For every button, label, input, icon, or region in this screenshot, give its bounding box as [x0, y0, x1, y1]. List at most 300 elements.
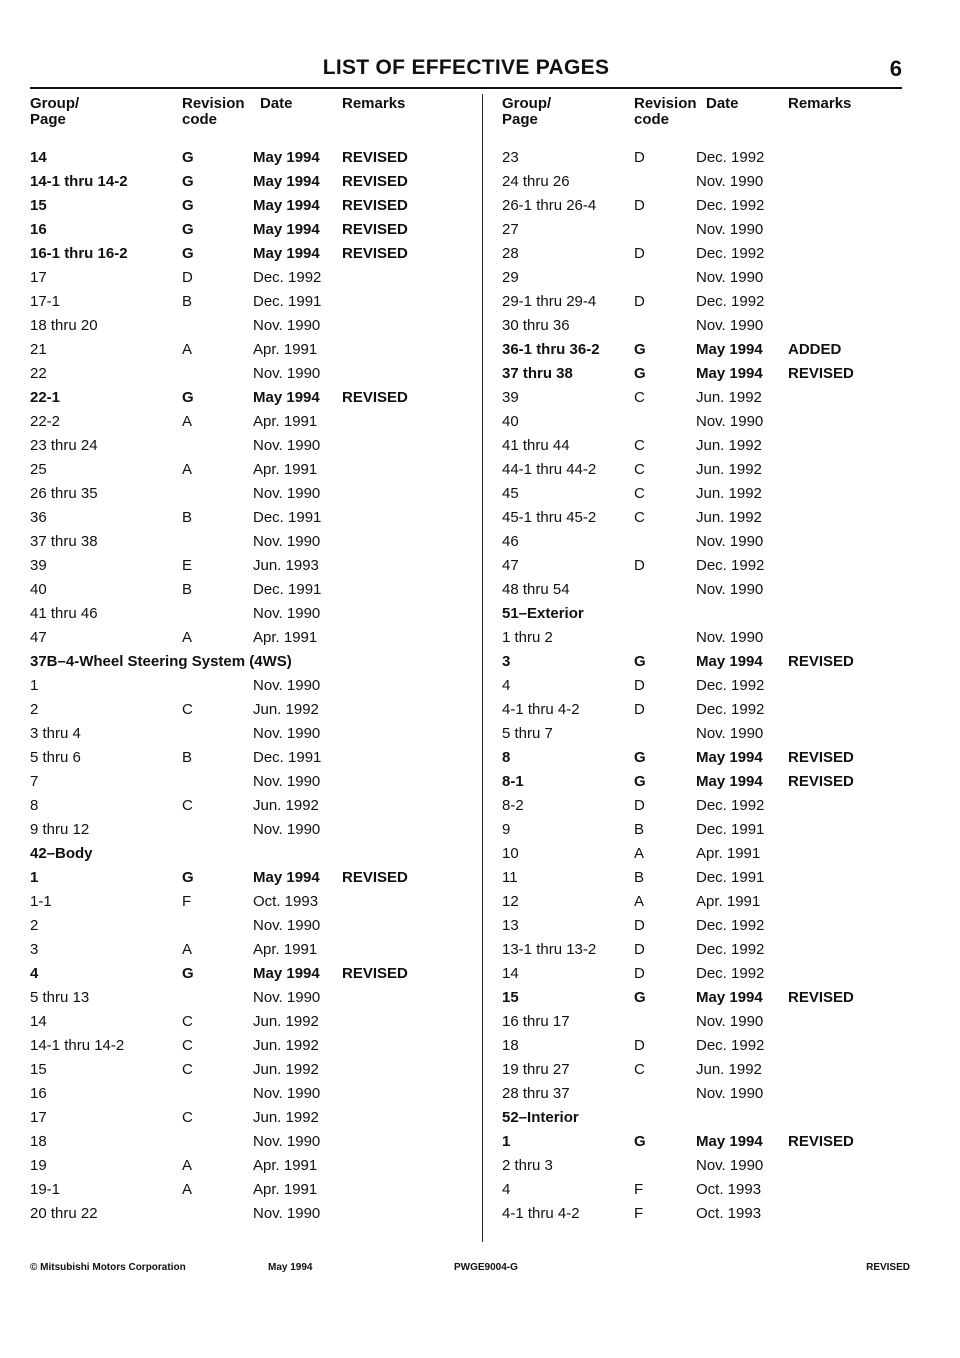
- revision-code: G: [182, 245, 194, 262]
- revision-date: Oct. 1993: [696, 1205, 762, 1222]
- revision-date: Apr. 1991: [696, 893, 761, 910]
- revision-code: D: [634, 917, 645, 934]
- group-page: 9 thru 12: [30, 821, 90, 838]
- group-page: 37B–4-Wheel Steering System (4WS): [30, 653, 292, 670]
- revision-date: May 1994: [253, 869, 320, 886]
- group-page: 16-1 thru 16-2: [30, 245, 128, 262]
- remarks: REVISED: [342, 221, 408, 238]
- group-page: 8: [30, 797, 39, 814]
- header-remarks: Remarks: [342, 95, 406, 112]
- table-row: [502, 1010, 942, 1034]
- table-row: [30, 482, 470, 506]
- remarks: REVISED: [342, 245, 408, 262]
- revision-date: May 1994: [696, 1133, 763, 1150]
- table-row: [502, 362, 942, 386]
- revision-date: Apr. 1991: [253, 413, 318, 430]
- revision-code: C: [634, 1061, 645, 1078]
- group-page: 48 thru 54: [502, 581, 570, 598]
- group-page: 14-1 thru 14-2: [30, 173, 128, 190]
- table-row: [502, 722, 942, 746]
- table-row: [502, 194, 942, 218]
- revision-code: D: [634, 941, 645, 958]
- left-rows: [30, 146, 470, 1226]
- page-title: LIST OF EFFECTIVE PAGES: [322, 56, 610, 79]
- group-page: 30 thru 36: [502, 317, 570, 334]
- revision-code: A: [634, 893, 645, 910]
- group-page: 9: [502, 821, 511, 838]
- group-page: 44-1 thru 44-2: [502, 461, 597, 478]
- revision-date: Nov. 1990: [696, 581, 764, 598]
- revision-date: Dec. 1992: [696, 149, 765, 166]
- remarks: REVISED: [342, 197, 408, 214]
- table-row: [30, 554, 470, 578]
- revision-code: C: [634, 485, 645, 502]
- group-page: 45-1 thru 45-2: [502, 509, 597, 526]
- table-row: [502, 1202, 942, 1226]
- group-page: 29-1 thru 29-4: [502, 293, 597, 310]
- table-row: [30, 818, 470, 842]
- revision-code: D: [634, 557, 645, 574]
- revision-date: Dec. 1992: [696, 701, 765, 718]
- revision-date: Dec. 1991: [253, 581, 322, 598]
- table-row: [502, 1154, 942, 1178]
- group-page: 18: [502, 1037, 519, 1054]
- revision-date: Dec. 1992: [696, 197, 765, 214]
- revision-date: Jun. 1992: [696, 485, 762, 502]
- header-group-page: Group/ Page: [502, 95, 552, 128]
- table-row: [30, 290, 470, 314]
- revision-date: May 1994: [696, 653, 763, 670]
- group-page: 14: [30, 1013, 47, 1030]
- table-row: [30, 362, 470, 386]
- group-page: 21: [30, 341, 47, 358]
- revision-code: F: [634, 1181, 644, 1198]
- group-page: 22-2: [30, 413, 61, 430]
- revision-date: Nov. 1990: [253, 1085, 321, 1102]
- revision-code: C: [182, 1037, 193, 1054]
- revision-date: Jun. 1992: [253, 701, 319, 718]
- table-row: [30, 338, 470, 362]
- column-header: [30, 96, 470, 136]
- revision-date: Dec. 1992: [696, 941, 765, 958]
- revision-code: A: [182, 413, 193, 430]
- table-row: [502, 290, 942, 314]
- revision-code: G: [634, 989, 646, 1006]
- page-number: 6: [889, 56, 902, 81]
- revision-date: Jun. 1993: [253, 557, 319, 574]
- table-row: [502, 1058, 942, 1082]
- group-page: 20 thru 22: [30, 1205, 98, 1222]
- revision-date: Nov. 1990: [696, 1157, 764, 1174]
- revision-code: G: [182, 221, 194, 238]
- right-column: [502, 95, 942, 1222]
- revision-code: A: [634, 845, 645, 862]
- group-page: 40: [502, 413, 519, 430]
- footer-copyright: © Mitsubishi Motors Corporation: [30, 1262, 186, 1273]
- group-page: 41 thru 46: [30, 605, 98, 622]
- table-row: [502, 482, 942, 506]
- group-page: 19-1: [30, 1181, 61, 1198]
- revision-date: Nov. 1990: [696, 533, 764, 550]
- revision-date: Apr. 1991: [253, 629, 318, 646]
- group-page: 23: [502, 149, 519, 166]
- revision-date: Nov. 1990: [696, 1085, 764, 1102]
- revision-date: Dec. 1991: [696, 821, 765, 838]
- revision-code: G: [182, 965, 194, 982]
- revision-date: May 1994: [253, 173, 320, 190]
- revision-date: Nov. 1990: [253, 437, 321, 454]
- table-row: [502, 842, 942, 866]
- table-row: [502, 506, 942, 530]
- group-page: 27: [502, 221, 519, 238]
- table-row: [30, 794, 470, 818]
- table-row: [30, 626, 470, 650]
- revision-date: Dec. 1992: [696, 557, 765, 574]
- group-page: 47: [30, 629, 47, 646]
- revision-date: Apr. 1991: [253, 341, 318, 358]
- group-page: 11: [502, 869, 518, 886]
- revision-code: C: [634, 437, 645, 454]
- table-row: [30, 434, 470, 458]
- revision-date: Nov. 1990: [696, 629, 764, 646]
- table-row: [502, 1130, 942, 1154]
- table-row: [502, 914, 942, 938]
- revision-date: Nov. 1990: [696, 269, 764, 286]
- footer-date: May 1994: [268, 1262, 313, 1273]
- table-row: [502, 338, 942, 362]
- revision-code: D: [634, 1037, 645, 1054]
- revision-date: Dec. 1991: [253, 509, 322, 526]
- revision-date: Jun. 1992: [696, 461, 762, 478]
- revision-code: C: [634, 389, 645, 406]
- table-row: [30, 1010, 470, 1034]
- table-row: [502, 698, 942, 722]
- page-footer: [30, 1262, 910, 1276]
- revision-code: G: [182, 173, 194, 190]
- revision-date: Jun. 1992: [696, 1061, 762, 1078]
- revision-code: D: [182, 269, 193, 286]
- revision-date: Oct. 1993: [253, 893, 319, 910]
- revision-code: F: [634, 1205, 644, 1222]
- group-page: 1-1: [30, 893, 52, 910]
- revision-code: A: [182, 341, 193, 358]
- group-page: 23 thru 24: [30, 437, 98, 454]
- table-row: [30, 1082, 470, 1106]
- table-row: [502, 410, 942, 434]
- revision-date: May 1994: [253, 965, 320, 982]
- group-page: 17: [30, 269, 47, 286]
- revision-date: Dec. 1992: [696, 245, 765, 262]
- revision-date: Nov. 1990: [253, 917, 321, 934]
- revision-code: G: [182, 869, 194, 886]
- table-row: [502, 1034, 942, 1058]
- table-row: [502, 458, 942, 482]
- header-rule: [30, 87, 902, 89]
- group-page: 1: [30, 677, 39, 694]
- column-header: [502, 96, 942, 136]
- remarks: REVISED: [788, 365, 854, 382]
- page-header: [30, 56, 902, 86]
- revision-date: Apr. 1991: [253, 1181, 318, 1198]
- revision-date: Nov. 1990: [696, 413, 764, 430]
- revision-code: A: [182, 941, 193, 958]
- revision-date: Nov. 1990: [696, 1013, 764, 1030]
- revision-date: Jun. 1992: [253, 797, 319, 814]
- section-heading: [502, 602, 942, 626]
- table-row: [30, 242, 470, 266]
- group-page: 39: [30, 557, 47, 574]
- header-date: Date: [706, 95, 739, 112]
- group-page: 19 thru 27: [502, 1061, 570, 1078]
- table-row: [30, 410, 470, 434]
- table-row: [502, 746, 942, 770]
- revision-date: Jun. 1992: [253, 1061, 319, 1078]
- revision-date: Nov. 1990: [696, 221, 764, 238]
- section-heading: [30, 650, 470, 674]
- group-page: 36-1 thru 36-2: [502, 341, 600, 358]
- group-page: 7: [30, 773, 39, 790]
- table-row: [502, 770, 942, 794]
- group-page: 5 thru 6: [30, 749, 81, 766]
- revision-code: A: [182, 461, 193, 478]
- group-page: 3: [502, 653, 511, 670]
- revision-date: Nov. 1990: [253, 677, 321, 694]
- revision-code: C: [182, 701, 193, 718]
- revision-code: G: [634, 749, 646, 766]
- table-row: [502, 434, 942, 458]
- table-row: [30, 266, 470, 290]
- revision-date: Apr. 1991: [253, 461, 318, 478]
- table-row: [30, 1106, 470, 1130]
- table-row: [30, 146, 470, 170]
- table-row: [502, 386, 942, 410]
- group-page: 42–Body: [30, 845, 93, 862]
- group-page: 3: [30, 941, 39, 958]
- table-row: [502, 146, 942, 170]
- group-page: 14: [502, 965, 519, 982]
- group-page: 37 thru 38: [502, 365, 573, 382]
- revision-date: Apr. 1991: [253, 941, 318, 958]
- revision-code: D: [634, 197, 645, 214]
- revision-code: G: [634, 341, 646, 358]
- revision-date: May 1994: [696, 989, 763, 1006]
- section-heading: [30, 842, 470, 866]
- revision-date: Jun. 1992: [696, 509, 762, 526]
- remarks: REVISED: [342, 173, 408, 190]
- revision-code: C: [634, 509, 645, 526]
- group-page: 15: [30, 197, 47, 214]
- table-row: [30, 506, 470, 530]
- header-remarks: Remarks: [788, 95, 852, 112]
- right-rows: [502, 146, 942, 1226]
- group-page: 19: [30, 1157, 47, 1174]
- group-page: 22: [30, 365, 47, 382]
- table-row: [502, 266, 942, 290]
- table-row: [30, 194, 470, 218]
- table-row: [30, 1130, 470, 1154]
- group-page: 1: [30, 869, 39, 886]
- group-page: 47: [502, 557, 519, 574]
- revision-code: B: [634, 869, 645, 886]
- revision-code: D: [634, 293, 645, 310]
- remarks: REVISED: [342, 389, 408, 406]
- group-page: 18 thru 20: [30, 317, 98, 334]
- remarks: REVISED: [788, 989, 854, 1006]
- table-row: [502, 794, 942, 818]
- revision-date: Jun. 1992: [696, 389, 762, 406]
- revision-code: A: [182, 1181, 193, 1198]
- revision-code: G: [634, 653, 646, 670]
- table-row: [30, 674, 470, 698]
- revision-date: Jun. 1992: [253, 1037, 319, 1054]
- group-page: 3 thru 4: [30, 725, 81, 742]
- table-row: [30, 938, 470, 962]
- group-page: 18: [30, 1133, 47, 1150]
- revision-date: Nov. 1990: [253, 605, 321, 622]
- table-row: [30, 914, 470, 938]
- revision-date: May 1994: [696, 365, 763, 382]
- remarks: REVISED: [342, 149, 408, 166]
- revision-date: Nov. 1990: [253, 365, 321, 382]
- group-page: 52–Interior: [502, 1109, 579, 1126]
- group-page: 1 thru 2: [502, 629, 553, 646]
- revision-code: E: [182, 557, 193, 574]
- table-row: [502, 242, 942, 266]
- group-page: 13-1 thru 13-2: [502, 941, 597, 958]
- revision-code: D: [634, 245, 645, 262]
- revision-code: C: [182, 797, 193, 814]
- group-page: 46: [502, 533, 519, 550]
- revision-date: Dec. 1992: [696, 797, 765, 814]
- remarks: REVISED: [342, 965, 408, 982]
- group-page: 16: [30, 1085, 47, 1102]
- revision-date: Dec. 1992: [696, 293, 765, 310]
- group-page: 2: [30, 917, 39, 934]
- table-row: [30, 962, 470, 986]
- group-page: 8-2: [502, 797, 524, 814]
- header-group-page: Group/ Page: [30, 95, 80, 128]
- revision-date: Dec. 1991: [253, 749, 322, 766]
- revision-date: Nov. 1990: [253, 989, 321, 1006]
- revision-date: Apr. 1991: [253, 1157, 318, 1174]
- revision-date: Jun. 1992: [253, 1109, 319, 1126]
- revision-date: Nov. 1990: [253, 1205, 321, 1222]
- table-row: [502, 890, 942, 914]
- group-page: 17-1: [30, 293, 61, 310]
- revision-code: C: [182, 1061, 193, 1078]
- revision-code: B: [182, 749, 193, 766]
- revision-date: Nov. 1990: [253, 1133, 321, 1150]
- revision-date: Nov. 1990: [696, 173, 764, 190]
- remarks: REVISED: [788, 773, 854, 790]
- table-row: [502, 962, 942, 986]
- group-page: 5 thru 7: [502, 725, 553, 742]
- revision-code: D: [634, 797, 645, 814]
- revision-date: Nov. 1990: [696, 317, 764, 334]
- table-row: [30, 722, 470, 746]
- table-row: [30, 1202, 470, 1226]
- remarks: ADDED: [788, 341, 842, 358]
- group-page: 15: [502, 989, 519, 1006]
- group-page: 12: [502, 893, 519, 910]
- revision-code: G: [182, 149, 194, 166]
- header-revision-code: Revision code: [182, 95, 245, 128]
- revision-code: B: [182, 581, 193, 598]
- group-page: 14-1 thru 14-2: [30, 1037, 125, 1054]
- header-revision-code: Revision code: [634, 95, 697, 128]
- table-row: [502, 1082, 942, 1106]
- revision-date: Dec. 1992: [696, 677, 765, 694]
- revision-code: A: [182, 629, 193, 646]
- group-page: 28 thru 37: [502, 1085, 570, 1102]
- group-page: 4: [30, 965, 39, 982]
- revision-code: B: [182, 509, 193, 526]
- revision-date: Dec. 1992: [696, 1037, 765, 1054]
- remarks: REVISED: [342, 869, 408, 886]
- group-page: 26-1 thru 26-4: [502, 197, 597, 214]
- revision-code: F: [182, 893, 192, 910]
- group-page: 2 thru 3: [502, 1157, 553, 1174]
- revision-code: B: [634, 821, 645, 838]
- revision-date: May 1994: [253, 149, 320, 166]
- table-row: [502, 986, 942, 1010]
- table-row: [30, 746, 470, 770]
- table-row: [502, 530, 942, 554]
- revision-date: Nov. 1990: [253, 725, 321, 742]
- group-page: 41 thru 44: [502, 437, 570, 454]
- revision-date: Nov. 1990: [253, 773, 321, 790]
- group-page: 36: [30, 509, 47, 526]
- revision-date: May 1994: [696, 749, 763, 766]
- table-row: [30, 890, 470, 914]
- revision-date: Nov. 1990: [253, 533, 321, 550]
- revision-date: Apr. 1991: [696, 845, 761, 862]
- group-page: 40: [30, 581, 47, 598]
- table-row: [30, 1178, 470, 1202]
- revision-code: G: [634, 773, 646, 790]
- column-divider: [482, 94, 483, 1242]
- group-page: 1: [502, 1133, 511, 1150]
- table-row: [30, 770, 470, 794]
- table-row: [30, 314, 470, 338]
- revision-date: Jun. 1992: [696, 437, 762, 454]
- revision-date: Jun. 1992: [253, 1013, 319, 1030]
- revision-code: C: [182, 1109, 193, 1126]
- table-row: [30, 458, 470, 482]
- revision-date: Nov. 1990: [253, 485, 321, 502]
- table-row: [30, 698, 470, 722]
- group-page: 17: [30, 1109, 47, 1126]
- table-row: [502, 170, 942, 194]
- revision-date: Dec. 1992: [253, 269, 322, 286]
- table-row: [30, 218, 470, 242]
- group-page: 39: [502, 389, 519, 406]
- table-row: [502, 674, 942, 698]
- group-page: 8: [502, 749, 511, 766]
- table-row: [30, 170, 470, 194]
- revision-code: G: [182, 389, 194, 406]
- table-row: [30, 1034, 470, 1058]
- table-row: [502, 314, 942, 338]
- table-row: [30, 1058, 470, 1082]
- table-row: [502, 218, 942, 242]
- table-row: [30, 986, 470, 1010]
- table-row: [502, 866, 942, 890]
- table-row: [30, 530, 470, 554]
- group-page: 16 thru 17: [502, 1013, 570, 1030]
- group-page: 4-1 thru 4-2: [502, 701, 580, 718]
- revision-code: D: [634, 701, 645, 718]
